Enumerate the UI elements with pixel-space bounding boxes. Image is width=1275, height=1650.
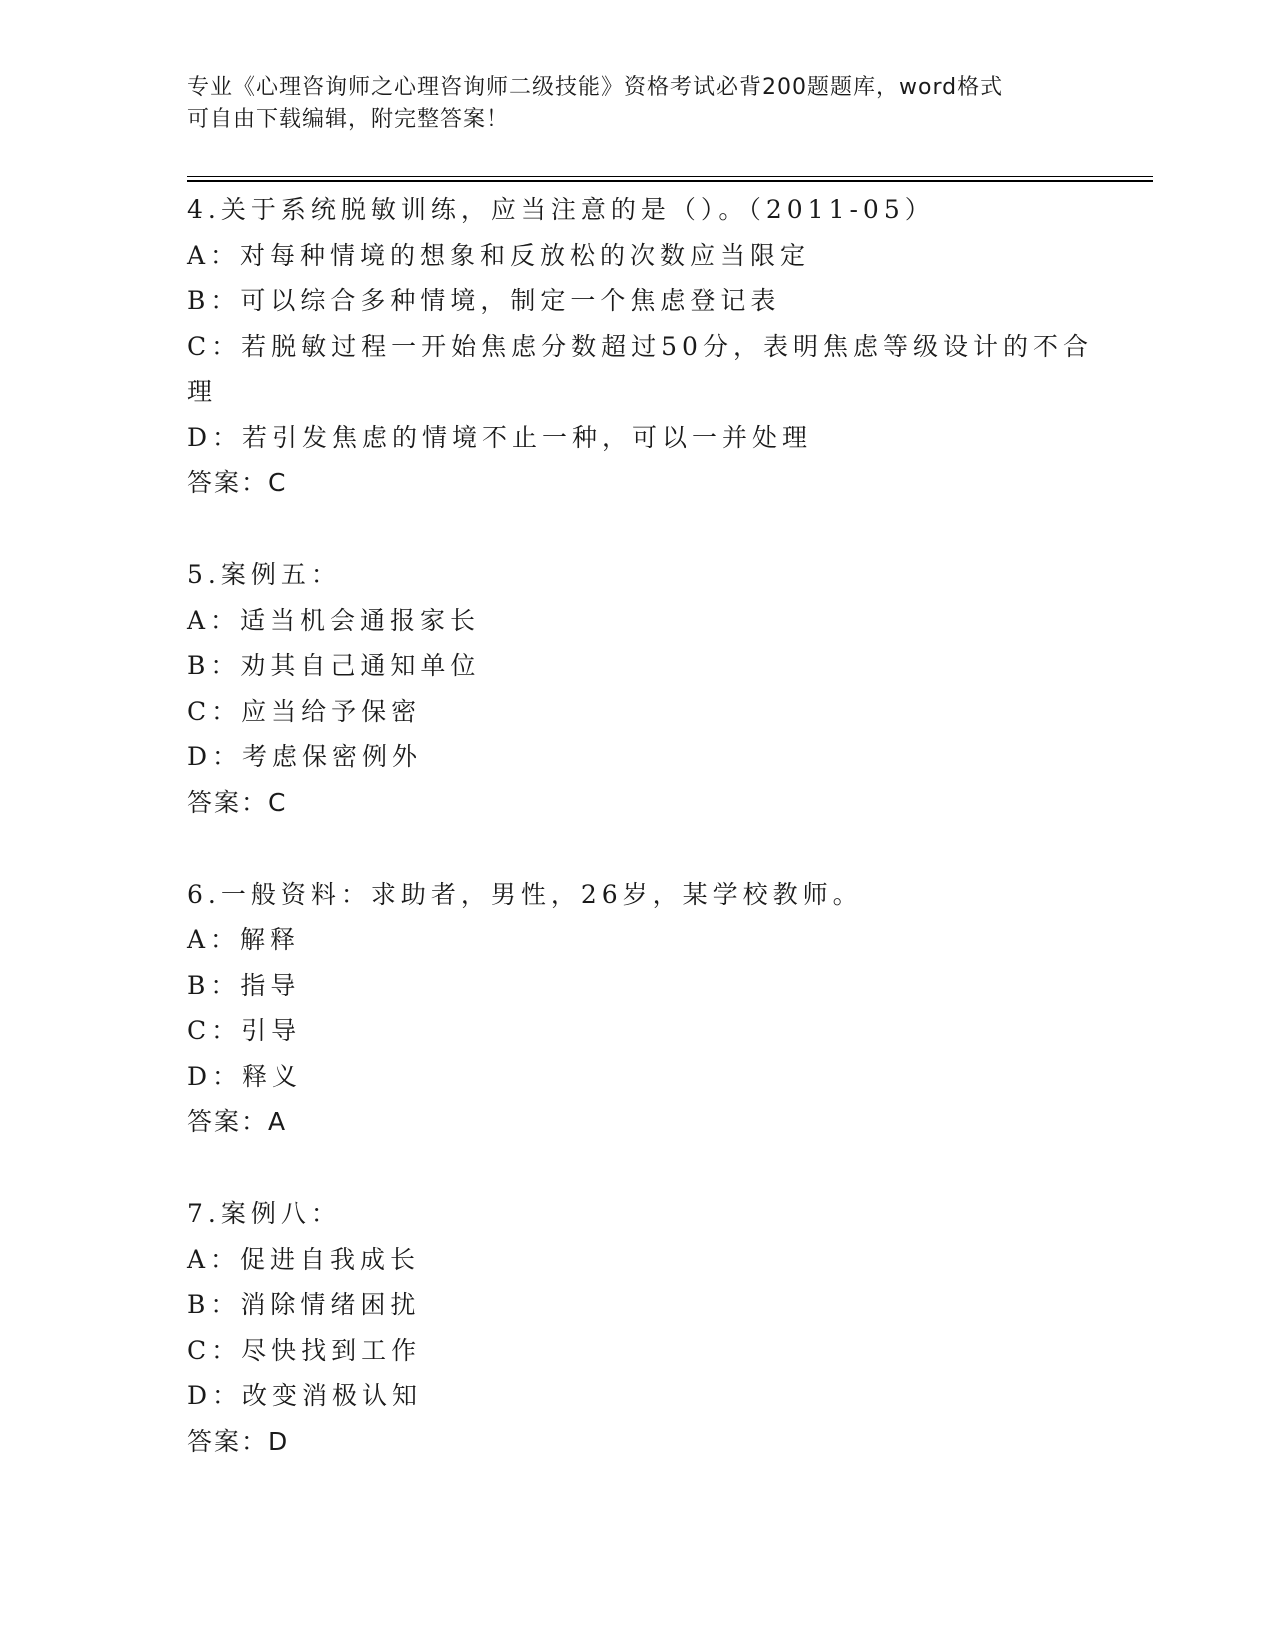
option-c: C：引导 [187,1016,302,1045]
option-a: A：对每种情境的想象和反放松的次数应当限定 [187,240,811,270]
option-a: A：促进自我成长 [187,1244,421,1274]
question-stem: 6.一般资料：求助者，男性，26岁，某学校教师。 [187,879,863,909]
option-c: C：若脱敏过程一开始焦虑分数超过50分，表明焦虑等级设计的不合 [187,331,1093,361]
option-c: C：尽快找到工作 [187,1335,422,1365]
question-list [187,187,1093,1464]
question-block [187,1191,1087,1464]
option-b: B：消除情绪困扰 [187,1290,421,1319]
document-header [187,72,1087,136]
question-block [187,187,1093,506]
question-stem: 5.案例五： [187,560,341,589]
option-c-continued: 理 [187,377,218,406]
header-title-line-1: 专业《心理咨询师之心理咨询师二级技能》资格考试必背200题题库，word格式 [187,75,1004,100]
question-block [187,872,1087,1145]
spacer [187,825,1087,872]
option-d: D：考虑保密例外 [187,742,423,771]
spacer [187,1145,1087,1192]
answer-line: 答案：D [187,1426,290,1456]
option-a: A：适当机会通报家长 [187,605,481,635]
option-d: D：释义 [187,1061,303,1091]
option-c: C：应当给予保密 [187,696,422,726]
option-d: D：改变消极认知 [187,1381,423,1410]
question-block [187,552,1087,825]
answer-line: 答案：C [187,468,288,497]
answer-line: 答案：C [187,787,288,817]
spacer [187,506,1087,553]
question-stem: 7.案例八： [187,1199,341,1228]
header-divider-thin [187,176,1153,177]
option-d: D：若引发焦虑的情境不止一种，可以一并处理 [187,422,813,452]
option-b: B：劝其自己通知单位 [187,651,481,680]
option-a: A：解释 [187,925,301,954]
option-b: B：可以综合多种情境，制定一个焦虑登记表 [187,286,781,315]
header-title-line-2: 可自由下载编辑，附完整答案！ [187,107,510,132]
question-stem: 4.关于系统脱敏训练，应当注意的是（）。（2011-05） [187,195,935,224]
header-divider-thick [187,180,1153,182]
answer-line: 答案：A [187,1107,288,1136]
option-b: B：指导 [187,970,301,1000]
